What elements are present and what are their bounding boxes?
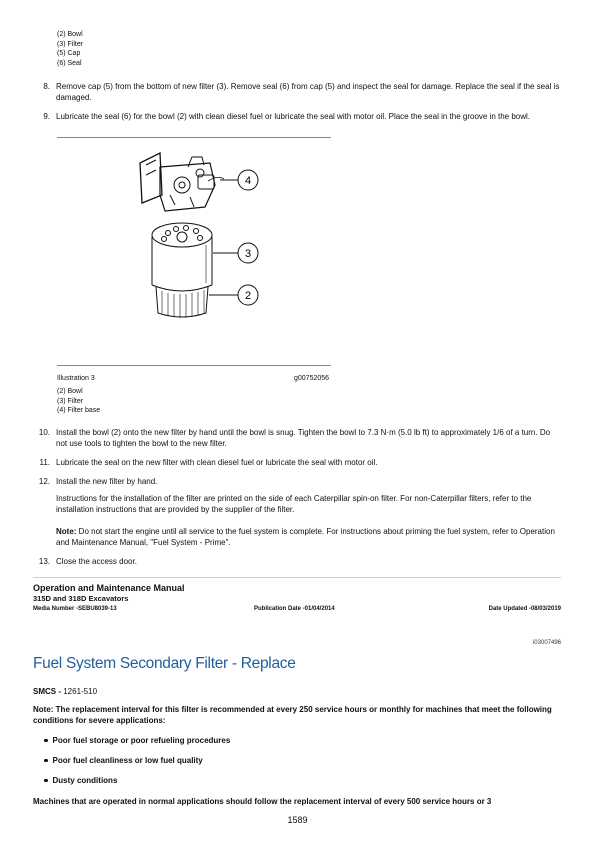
bullet-text: Dusty conditions bbox=[52, 776, 118, 785]
note-text: Do not start the engine until all service to the fuel system is complete. For instructions about priming the fuel system, refer to Operation and Maintenance Manual, "Fuel System - Prime". bbox=[56, 527, 555, 547]
media-number: Media Number -SEBU8039-13 bbox=[33, 606, 117, 612]
smcs-label: SMCS - bbox=[33, 687, 61, 696]
document-id: i03007496 bbox=[532, 640, 561, 646]
instructions-paragraph: Instructions for the installation of the filter are printed on the side of each Caterpillar spin-on filter. For non-Caterpillar filters, refer to the installation instructions that are provided by the supplier of the filter. bbox=[56, 494, 532, 514]
section-title: Fuel System Secondary Filter - Replace bbox=[33, 655, 296, 672]
step-13 bbox=[36, 557, 560, 568]
callout-4: 4 bbox=[244, 175, 252, 187]
illustration-top-rule bbox=[57, 137, 331, 138]
note-label: Note: bbox=[56, 527, 77, 536]
publication-date: Publication Date -01/04/2014 bbox=[254, 606, 335, 612]
step-text: Install the bowl (2) onto the new filter by hand until the bowl is snug. Tighten the bowl to 7.3 N·m (5.0 lb ft) to approximately 1/6 of a turn. Do not use tools to tighten the bowl to the new filter. bbox=[56, 428, 551, 448]
manual-title: Operation and Maintenance Manual bbox=[33, 583, 185, 593]
step-number: 11. bbox=[39, 458, 50, 467]
illustration-caption: Illustration 3 bbox=[57, 375, 95, 382]
step-number: 13. bbox=[38, 557, 50, 566]
legend-item: (4) Filter base bbox=[57, 407, 101, 414]
illustration-bottom-rule bbox=[57, 365, 331, 366]
bullet-dot-icon bbox=[44, 779, 48, 783]
legend-item: (2) Bowl bbox=[57, 31, 83, 38]
step-number: 8. bbox=[43, 82, 50, 91]
date-updated: Date Updated -08/03/2019 bbox=[488, 606, 561, 612]
step-text: Lubricate the seal (6) for the bowl (2) with clean diesel fuel or lubricate the seal with motor oil. Place the seal in the groove in the bowl. bbox=[56, 112, 531, 121]
bullet-item bbox=[44, 736, 230, 745]
legend-item: (3) Filter bbox=[57, 40, 84, 48]
illustration-code: g00752056 bbox=[294, 375, 330, 382]
footer-divider bbox=[33, 577, 561, 578]
step-number: 10. bbox=[38, 428, 50, 437]
legend-item: (3) Filter bbox=[57, 397, 84, 405]
bullet-dot-icon bbox=[44, 759, 48, 763]
step-12 bbox=[36, 477, 560, 488]
illustration-legend bbox=[57, 387, 100, 416]
step-text: Install the new filter by hand. bbox=[56, 477, 158, 486]
machine-model: 315D and 318D Excavators bbox=[33, 594, 129, 603]
legend-item: (5) Cap bbox=[57, 50, 81, 57]
callout-2: 2 bbox=[244, 290, 252, 302]
normal-applications-paragraph: Machines that are operated in normal applications should follow the replacement interval of every 500 service hours or 3 bbox=[33, 797, 492, 806]
step-text: Close the access door. bbox=[56, 557, 137, 566]
bullet-text: Poor fuel cleanliness or low fuel quality bbox=[52, 756, 203, 765]
step-number: 12. bbox=[38, 477, 50, 486]
bullet-dot-icon bbox=[44, 739, 48, 743]
fuel-filter-illustration bbox=[120, 145, 280, 330]
step-text: Remove cap (5) from the bottom of new filter (3). Remove seal (6) from cap (5) and inspect the seal for damage. Replace the seal if the seal is damaged. bbox=[56, 82, 560, 102]
top-legend bbox=[57, 30, 83, 68]
bullet-item bbox=[44, 756, 203, 765]
legend-item: (6) Seal bbox=[57, 59, 82, 67]
step-10 bbox=[36, 428, 560, 449]
smcs-value: 1261-510 bbox=[61, 687, 98, 696]
step-8 bbox=[36, 82, 560, 103]
bullet-item bbox=[44, 776, 117, 785]
legend-item: (2) Bowl bbox=[57, 388, 83, 395]
step-11 bbox=[36, 458, 560, 469]
step-9 bbox=[36, 112, 560, 123]
note-paragraph bbox=[56, 527, 560, 548]
smcs-line bbox=[33, 687, 97, 698]
step-number: 9. bbox=[43, 112, 50, 121]
severe-applications-note: Note: The replacement interval for this filter is recommended at every 250 service hours or monthly for machines that meet the following conditions for severe applications: bbox=[33, 705, 552, 725]
callout-3: 3 bbox=[244, 248, 252, 260]
page-number: 1589 bbox=[287, 815, 308, 825]
bullet-text: Poor fuel storage or poor refueling procedures bbox=[52, 736, 231, 745]
step-text: Lubricate the seal on the new filter with clean diesel fuel or lubricate the seal with motor oil. bbox=[56, 458, 378, 467]
